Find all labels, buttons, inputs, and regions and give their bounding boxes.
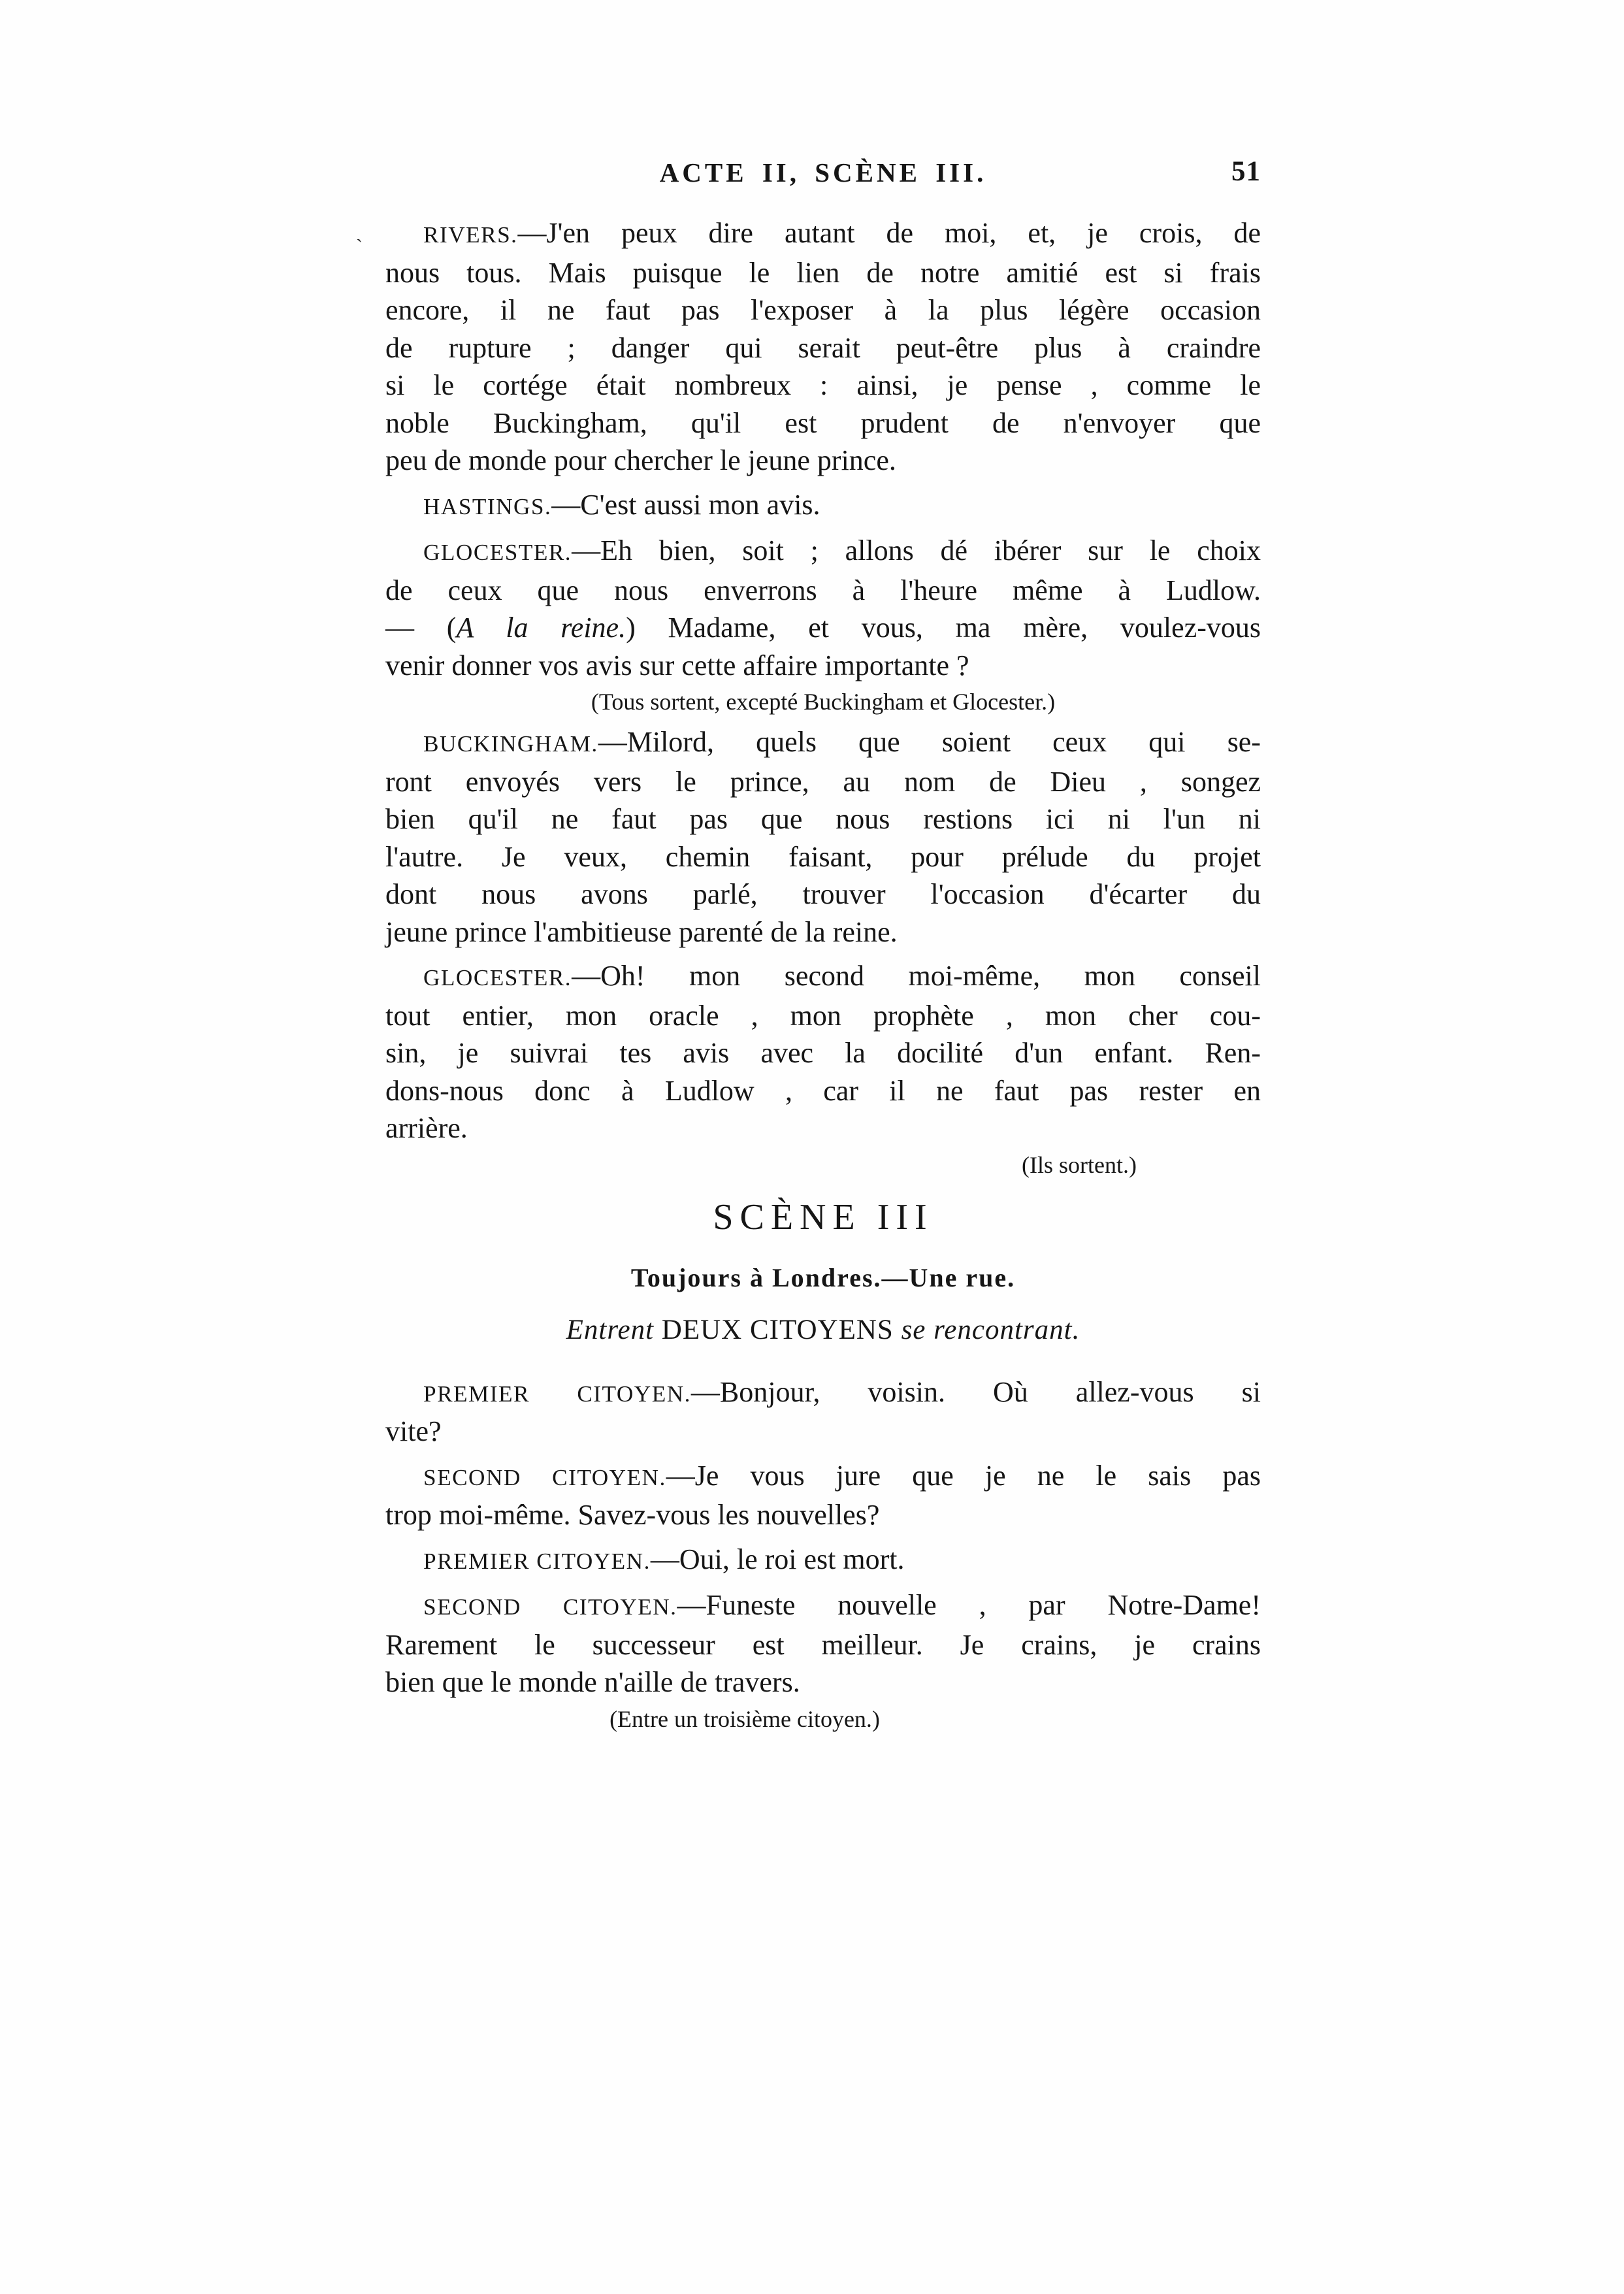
text-line (385, 404, 1261, 442)
speaker-name: GLOCESTER. (423, 965, 572, 991)
scene-heading: SCÈNE III (713, 1196, 934, 1237)
text-line (385, 609, 1261, 647)
body-text: Rarement le successeur est meilleur. Je crains, je crains (385, 1628, 1261, 1661)
body-text: de rupture ; danger qui serait peut-être plus à craindre (385, 331, 1261, 364)
body-text: jeune prince l'ambitieuse parenté de la reine. (385, 915, 898, 948)
italic-text: se rencontrant. (901, 1314, 1080, 1345)
italic-text: Entrent (566, 1314, 662, 1345)
speaker-name: PREMIER CITOYEN. (423, 1548, 651, 1574)
text-line (385, 876, 1261, 913)
stage-direction: (Ils sortent.) (1022, 1151, 1137, 1178)
body-text: ront envoyés vers le prince, au nom de Dieu , songez (385, 765, 1261, 798)
body-text: DEUX CITOYENS (661, 1314, 901, 1345)
dialogue-paragraph (385, 214, 1261, 480)
text-line (385, 1626, 1261, 1664)
dialogue-paragraph (385, 723, 1261, 951)
text-line (385, 723, 1261, 763)
body-text: —Funeste nouvelle , par Notre-Dame! (677, 1589, 1261, 1621)
running-head-title: ACTE II, SCÈNE III. (659, 157, 987, 188)
scene-entrance (385, 1313, 1261, 1347)
stage-direction: (Tous sortent, excepté Buckingham et Glocester.) (591, 689, 1056, 715)
dialogue-paragraph (385, 1457, 1261, 1534)
body-text: vite? (385, 1415, 442, 1447)
body-text: arrière. (385, 1112, 468, 1144)
dialogue-paragraph (385, 957, 1261, 1147)
text-line (385, 532, 1261, 572)
speaker-name: PREMIER CITOYEN. (423, 1381, 691, 1407)
text-line (385, 1496, 1261, 1534)
body-text: —C'est aussi mon avis. (551, 488, 820, 521)
body-text: si le cortége était nombreux : ainsi, je pense , comme le (385, 369, 1261, 401)
dialogue-paragraph (385, 532, 1261, 684)
body-text: — ( (385, 612, 457, 644)
body-text: tout entier, mon oracle , mon prophète , mon cher cou- (385, 999, 1261, 1032)
text-line (385, 486, 1261, 526)
body-text: —J'en peux dire autant de moi, et, je crois, de (517, 217, 1261, 249)
body-text: bien qu'il ne faut pas que nous restions ici ni l'un ni (385, 803, 1261, 835)
text-line (385, 329, 1261, 367)
dialogue-paragraph (385, 486, 1261, 526)
text-line (385, 913, 1261, 951)
speaker-name: SECOND CITOYEN. (423, 1594, 677, 1620)
text-line (385, 1072, 1261, 1110)
speaker-name: SECOND CITOYEN. (423, 1464, 666, 1490)
text-line (385, 367, 1261, 404)
text-line (385, 1586, 1261, 1626)
body-text: —Oui, le roi est mort. (650, 1543, 905, 1575)
text-line (385, 572, 1261, 610)
body-text: venir donner vos avis sur cette affaire importante ? (385, 649, 969, 681)
body-text: —Milord, quels que soient ceux qui se- (598, 726, 1261, 758)
speaker-name: BUCKINGHAM. (423, 731, 598, 757)
text-line (385, 1413, 1261, 1450)
body-text: sin, je suivrai tes avis avec la docilité d'un enfant. Ren- (385, 1037, 1261, 1069)
text-line (385, 997, 1261, 1035)
speaker-name: HASTINGS. (423, 493, 552, 519)
text-line (385, 957, 1261, 997)
text-line (385, 1109, 1261, 1147)
text-line (385, 1034, 1261, 1072)
body-text: dont nous avons parlé, trouver l'occasion d'écarter du (385, 878, 1261, 910)
ink-artifact: ˎ (356, 221, 363, 242)
dialogue-paragraph (385, 1373, 1261, 1450)
text-line (385, 1663, 1261, 1701)
body-text: —Oh! mon second moi-même, mon conseil (572, 960, 1261, 992)
text-line (385, 1457, 1261, 1497)
text-line (385, 763, 1261, 801)
body-text: —Je vous jure que je ne le sais pas (666, 1459, 1261, 1492)
stage-direction: (Entre un troisième citoyen.) (609, 1705, 880, 1732)
text-line (385, 254, 1261, 292)
body-text: trop moi-même. Savez-vous les nouvelles? (385, 1499, 880, 1531)
speaker-name: RIVERS. (423, 222, 518, 248)
text-line (385, 291, 1261, 329)
text-column (385, 208, 1261, 1737)
scene-location: Toujours à Londres.—Une rue. (630, 1262, 1016, 1292)
text-line (385, 1373, 1261, 1413)
text-line (385, 214, 1261, 254)
text-line (385, 838, 1261, 876)
body-text: —Bonjour, voisin. Où allez-vous si (690, 1375, 1261, 1408)
text-line (385, 442, 1261, 480)
body-text: peu de monde pour chercher le jeune prince. (385, 444, 896, 476)
body-text: encore, il ne faut pas l'exposer à la plus légère occasion (385, 294, 1261, 326)
speaker-name: GLOCESTER. (423, 540, 572, 565)
body-text: noble Buckingham, qu'il est prudent de n'envoyer que (385, 406, 1261, 439)
italic-text: A la reine. (456, 612, 626, 644)
body-text: dons-nous donc à Ludlow , car il ne faut pas rester en (385, 1074, 1261, 1107)
text-line (385, 1541, 1261, 1581)
body-text: nous tous. Mais puisque le lien de notre amitié est si frais (385, 256, 1261, 289)
text-line (385, 647, 1261, 685)
body-text: de ceux que nous enverrons à l'heure même à Ludlow. (385, 574, 1261, 606)
running-head (385, 157, 1261, 196)
body-text: ) Madame, et vous, ma mère, voulez-vous (626, 612, 1261, 644)
body-text: bien que le monde n'aille de travers. (385, 1666, 800, 1698)
dialogue-paragraph (385, 1541, 1261, 1581)
body-text: —Eh bien, soit ; allons dé ibérer sur le choix (572, 534, 1261, 566)
text-line (385, 800, 1261, 838)
page-number: 51 (1231, 156, 1261, 187)
dialogue-paragraph (385, 1586, 1261, 1701)
body-text: l'autre. Je veux, chemin faisant, pour prélude du projet (385, 840, 1261, 873)
